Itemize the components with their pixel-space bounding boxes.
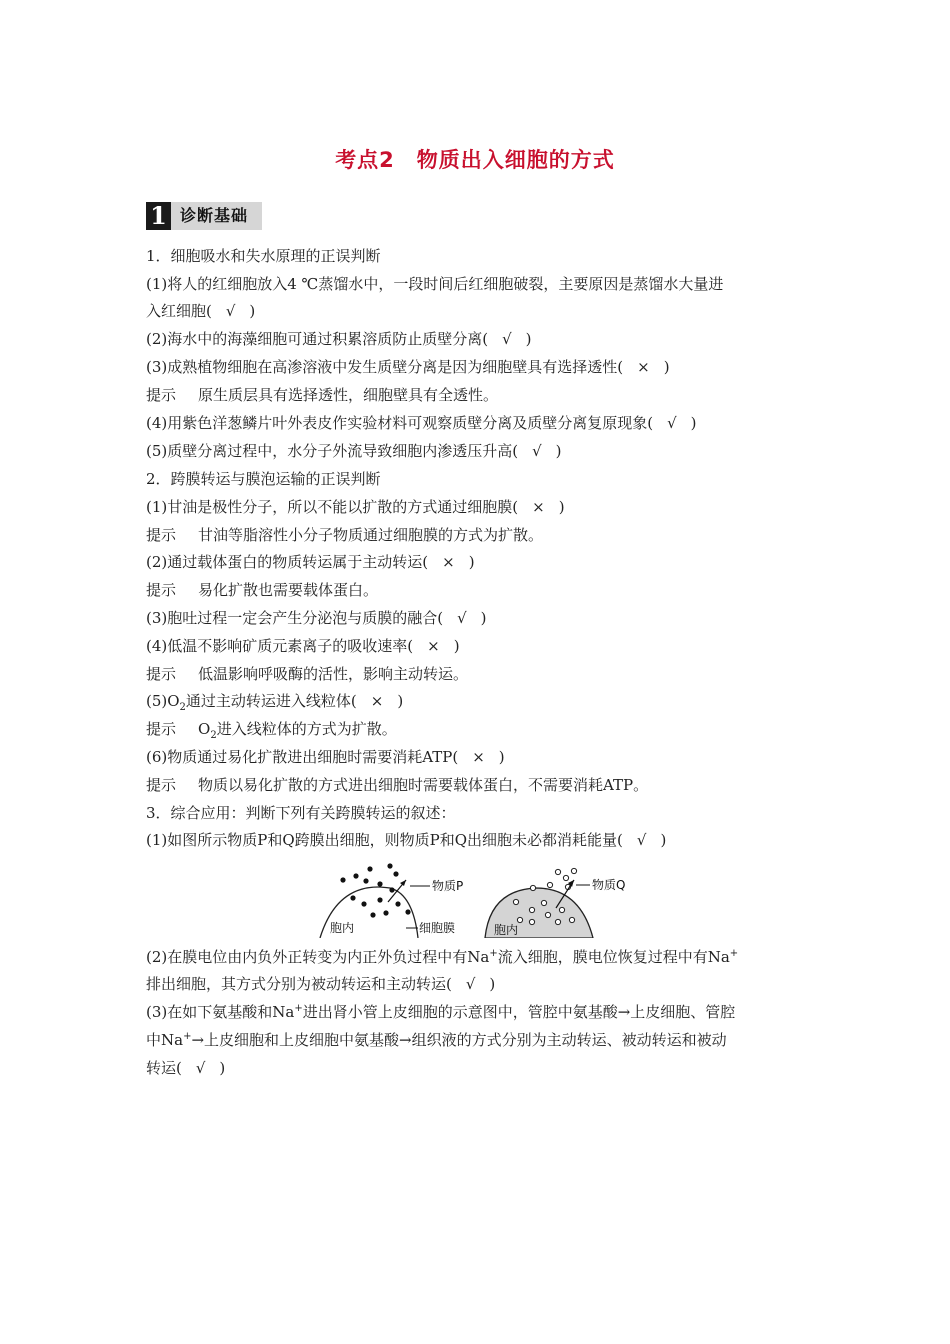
question-3-3-line-2: 中Na+→上皮细胞和上皮细胞中氨基酸→组织液的方式分别为主动转运、被动转运和被动	[146, 1031, 727, 1049]
heading-3: 3．综合应用：判断下列有关跨膜转运的叙述：	[146, 804, 456, 822]
answer-mark: ×	[370, 692, 384, 710]
tip-label: 提示	[146, 581, 177, 599]
heading-2: 2．跨膜转运与膜泡运输的正误判断	[146, 470, 381, 488]
answer-mark: √	[502, 330, 512, 348]
section-number: 1	[146, 202, 171, 230]
question-1-line-2: 入红细胞( √ )	[146, 302, 256, 320]
question-2-5: $(5)O_2$通过主动转运进入线粒体( × )	[146, 692, 404, 713]
label-inside-left: 胞内	[330, 921, 355, 935]
answer-mark: √	[457, 609, 467, 627]
tip-2-4: 提示 低温影响呼吸酶的活性，影响主动转运。	[146, 665, 469, 683]
tip-label: 提示	[146, 720, 177, 738]
question-2-2: (2)通过载体蛋白的物质转运属于主动转运( × )	[146, 553, 475, 571]
question-3-1: (1)如图所示物质P和Q跨膜出细胞，则物质P和Q出细胞未必都消耗能量( √ )	[146, 831, 667, 849]
tip-2-2: 提示 易化扩散也需要载体蛋白。	[146, 581, 379, 599]
answer-mark: ×	[442, 553, 455, 571]
answer-mark: ×	[532, 498, 545, 516]
answer-mark: ×	[427, 637, 440, 655]
question-2-4: (4)低温不影响矿质元素离子的吸收速率( × )	[146, 637, 460, 655]
question-3-2-line-2: 排出细胞，其方式分别为被动转运和主动转运( √ )	[146, 975, 496, 993]
answer-mark: √	[636, 831, 647, 849]
section-header	[146, 202, 262, 230]
question-3: (3)成熟植物细胞在高渗溶液中发生质壁分离是因为细胞壁具有选择透性( × )	[146, 358, 670, 376]
heading-1: 1．细胞吸水和失水原理的正误判断	[146, 247, 381, 265]
answer-mark: √	[225, 302, 236, 320]
tip-label: 提示	[146, 776, 177, 794]
tip-3: 提示 原生质层具有选择透性，细胞壁具有全透性。	[146, 386, 499, 404]
tip-2-5: 提示 $O_2$进入线粒体的方式为扩散。	[146, 720, 397, 741]
label-substance-p: 物质P	[432, 879, 464, 893]
label-membrane: 细胞膜	[419, 921, 456, 935]
tip-2-1: 提示 甘油等脂溶性小分子物质通过细胞膜的方式为扩散。	[146, 526, 544, 544]
answer-mark: √	[667, 414, 677, 432]
answer-mark: √	[195, 1059, 206, 1077]
tip-label: 提示	[146, 386, 177, 404]
tip-2-6: 提示 物质以易化扩散的方式进出细胞时需要载体蛋白，不需要消耗ATP。	[146, 776, 649, 794]
answer-mark: ×	[637, 358, 650, 376]
label-inside-right: 胞内	[494, 923, 519, 937]
question-4: (4)用紫色洋葱鳞片叶外表皮作实验材料可观察质壁分离及质壁分离复原现象( √ )	[146, 414, 697, 432]
question-2-6: (6)物质通过易化扩散进出细胞时需要消耗ATP( × )	[146, 748, 505, 766]
question-3-3-line-1: (3)在如下氨基酸和Na+进出肾小管上皮细胞的示意图中，管腔中氨基酸→上皮细胞、管腔	[146, 1003, 736, 1021]
answer-mark: √	[465, 975, 476, 993]
section-label: 诊断基础	[180, 206, 249, 225]
page-title: 考点2 物质出入细胞的方式	[335, 148, 615, 172]
substance-p-dots	[340, 863, 410, 917]
answer-mark: ×	[472, 748, 485, 766]
tip-label: 提示	[146, 665, 177, 683]
question-2: (2)海水中的海藻细胞可通过积累溶质防止质壁分离( √ )	[146, 330, 532, 348]
question-3-3-line-3: 转运( √ )	[146, 1059, 226, 1077]
question-3-2-line-1: (2)在膜电位由内负外正转变为内正外负过程中有Na+流入细胞，膜电位恢复过程中有Na+	[146, 948, 739, 966]
tip-label: 提示	[146, 526, 177, 544]
answer-mark: √	[532, 442, 542, 460]
question-5: (5)质壁分离过程中，水分子外流导致细胞内渗透压升高( √ )	[146, 442, 562, 460]
question-2-3: (3)胞吐过程一定会产生分泌泡与质膜的融合( √ )	[146, 609, 487, 627]
membrane-transport-figure	[318, 858, 648, 938]
label-substance-q: 物质Q	[592, 878, 626, 892]
question-1-line-1: (1)将人的红细胞放入4 ℃蒸馏水中，一段时间后红细胞破裂，主要原因是蒸馏水大量进	[146, 275, 724, 293]
question-2-1: (1)甘油是极性分子，所以不能以扩散的方式通过细胞膜( × )	[146, 498, 565, 516]
